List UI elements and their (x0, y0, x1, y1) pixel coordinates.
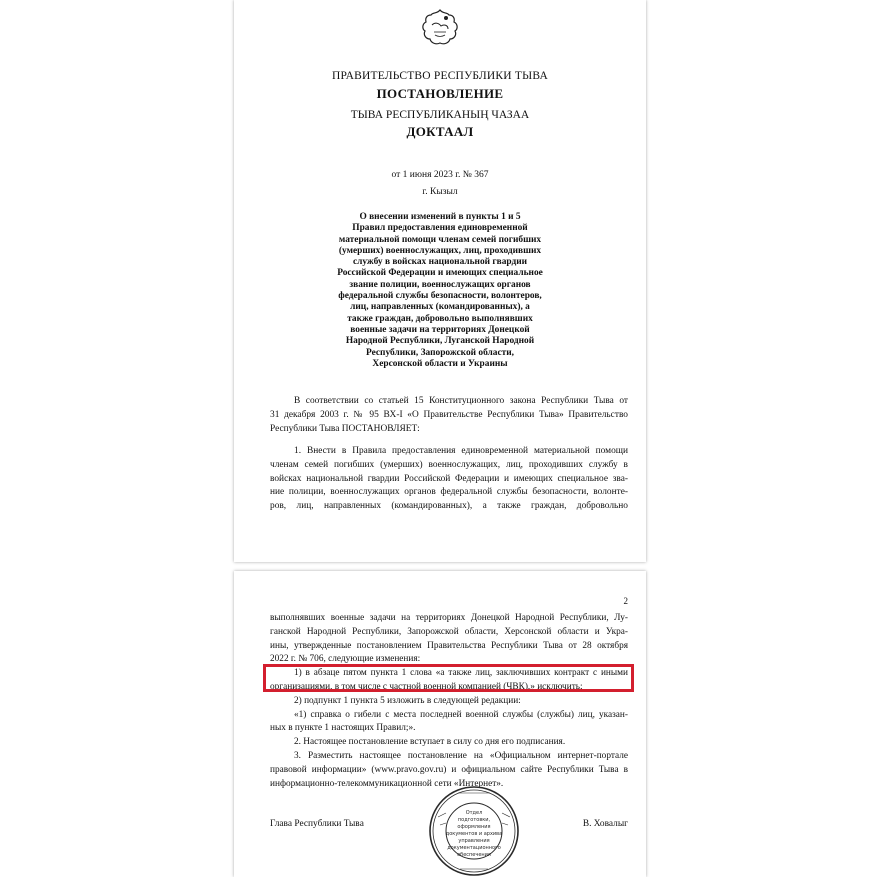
text-line: ние полиции, военнослужащих органов федеральной службы безопасности, волонте- (270, 487, 628, 498)
document-type-tyv: ДОКТААЛ (406, 124, 474, 139)
government-name-tyv: ТЫВА РЕСПУБЛИКАНЫҢ ЧАЗАА (350, 109, 530, 121)
stamp-line: оформления (457, 824, 491, 830)
signatory-name: В. Ховалыг (582, 819, 628, 829)
title-line: лиц, направленных (командированных), а (350, 302, 530, 313)
document-page-1 (234, 0, 646, 562)
stamp-line: документационного (447, 845, 501, 851)
text-line: Республики Тыва ПОСТАНОВЛЯЕТ: (270, 423, 420, 434)
text-line: 3. Разместить настоящее постановление на «Официальном интернет-портале (294, 750, 628, 761)
text-line: 1) в абзаце пятом пункта 1 слова «а также лиц, заключивших контракт с иными (294, 668, 628, 679)
title-line: О внесении изменений в пункты 1 и 5 (359, 212, 521, 222)
stamp-line: Отдел (465, 810, 483, 816)
title-line: также граждан, добровольно выполнявших (347, 313, 533, 324)
title-line: Республики, Запорожской области, (366, 347, 514, 358)
item-1-paragraph (270, 445, 628, 514)
text-line: организациями, в том числе с частной военной компанией (ЧВК),» исключить; (270, 681, 583, 692)
text-line: 2022 г. № 706, следующие изменения: (270, 654, 421, 665)
stamp-line: обеспечения (457, 852, 491, 858)
document-date-number: от 1 июня 2023 г. № 367 (391, 170, 489, 180)
stamp-line: управления (458, 838, 490, 844)
text-line: «1) справка о гибели с места последней военной службы (службы) лиц, указан- (294, 709, 628, 720)
title-line: звание полиции, военнослужащих органов (349, 279, 531, 290)
title-line: федеральной службы безопасности, волонтеров, (338, 291, 542, 302)
title-line: военные задачи на территориях Донецкой (350, 324, 530, 335)
document-title (304, 212, 576, 370)
page-number: 2 (623, 596, 628, 606)
title-line: материальной помощи членам семей погибших (338, 234, 542, 245)
official-stamp-icon (428, 785, 520, 877)
text-line: ины, утвержденные постановлением Правительства Республики Тыва от 28 октября (270, 640, 628, 651)
document-page-2 (234, 571, 646, 877)
text-line: ных в пункте 1 настоящих Правил;». (270, 723, 416, 734)
page-2-body (270, 612, 628, 791)
signatory-position: Глава Республики Тывa (270, 819, 364, 829)
preamble-paragraph (270, 395, 628, 436)
title-line: Народной Республики, Луганской Народной (345, 336, 535, 347)
text-line: информационно-телекоммуникационной сети «Интернет». (270, 778, 504, 789)
text-line: войсках национальной гвардии Российской Федерации и имеющих специальное зва- (270, 473, 628, 484)
document-type-ru: ПОСТАНОВЛЕНИЕ (376, 86, 504, 101)
title-line: (умерших) военнослужащих, лиц, проходивших (338, 245, 542, 256)
text-line: ганской Народной Республики, Запорожской области, Херсонской области и Укра- (270, 626, 628, 637)
text-line: ров, лиц, направленных (командированных), а также граждан, добровольно (270, 501, 628, 512)
text-line: 2) подпункт 1 пункта 5 изложить в следующей редакции: (294, 695, 521, 706)
title-line: службу в войсках национальной гвардии (352, 257, 528, 268)
text-line: 2. Настоящее постановление вступает в силу со дня его подписания. (294, 737, 566, 748)
highlight-annotation-box (263, 664, 634, 692)
stamp-line: документов и архива (445, 831, 503, 837)
text-line: 31 декабря 2003 г. № 95 ВХ-I «О Правительстве Республики Тыва» Правительство (270, 409, 628, 420)
title-line: Херсонской области и Украины (372, 358, 508, 369)
text-line: членам семей погибших (умерших) военнослужащих, лиц, проходивших службу в (270, 459, 628, 470)
text-line: правовой информации» (www.pravo.gov.ru) и официальном сайте Республики Тыва в (270, 764, 628, 775)
government-name-ru: ПРАВИТЕЛЬСТВО РЕСПУБЛИКИ ТЫВА (332, 70, 548, 82)
text-line: В соответствии со статьей 15 Конституционного закона Республики Тыва от (294, 396, 628, 406)
document-city: г. Кызыл (422, 187, 458, 197)
text-line: выполнявших военные задачи на территориях Донецкой Народной Республики, Лу- (270, 613, 628, 623)
tyva-emblem-icon (420, 8, 460, 48)
stamp-line: подготовки, (457, 817, 491, 823)
text-line: 1. Внести в Правила предоставления единовременной материальной помощи (294, 446, 628, 456)
title-line: Правил предоставления единовременной (352, 223, 528, 234)
title-line: Российской Федерации и имеющих специальное (337, 268, 543, 279)
